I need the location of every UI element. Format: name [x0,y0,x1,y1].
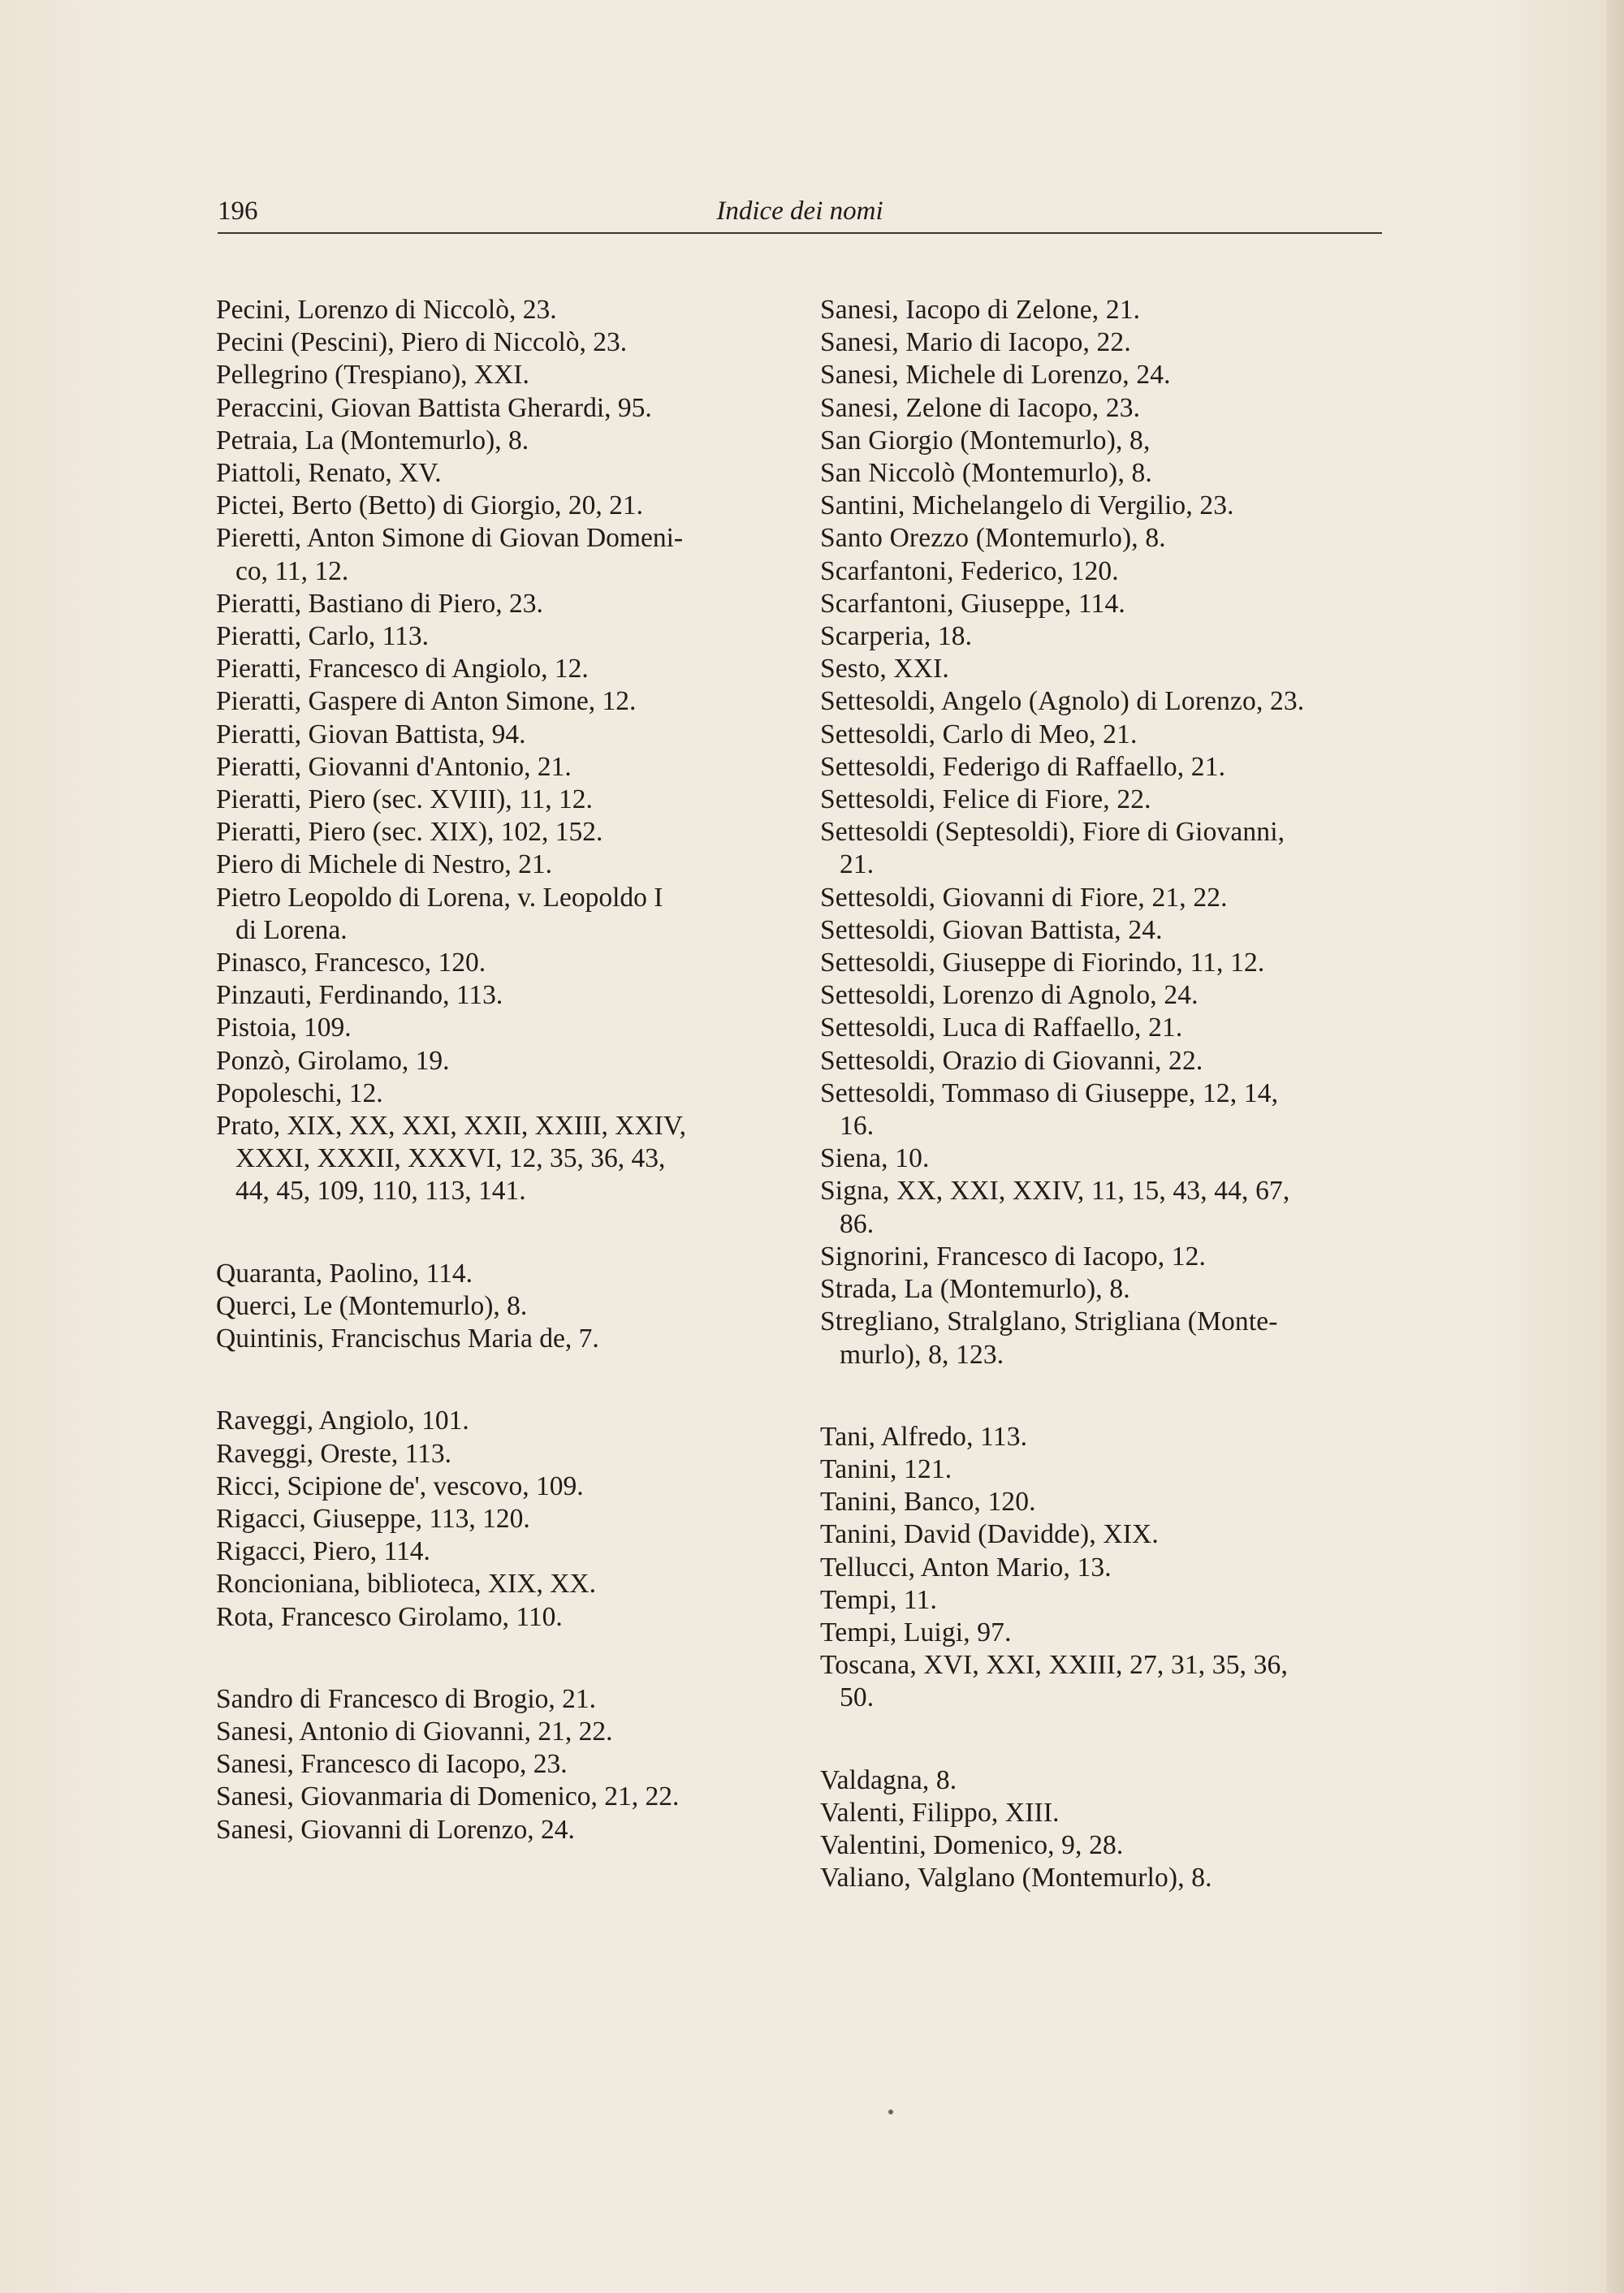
index-entry: Settesoldi, Federigo di Raffaello, 21. [820,751,1226,782]
index-entry: Pietro Leopoldo di Lorena, v. Leopoldo I di Lorena. [216,882,663,945]
index-entry: Rota, Francesco Girolamo, 110. [216,1601,563,1632]
index-entry: Quaranta, Paolino, 114. [216,1258,473,1289]
index-entry: Ricci, Scipione de', vescovo, 109. [216,1470,584,1501]
index-entry: Sanesi, Antonio di Giovanni, 21, 22. [216,1716,613,1747]
index-entry: Quintinis, Francischus Maria de, 7. [216,1324,599,1354]
index-entry: Signa, XX, XXI, XXIV, 11, 15, 43, 44, 67, 86. [820,1176,1290,1239]
running-header [218,192,1382,234]
index-letter-section [216,1405,801,1633]
index-entry: Signorini, Francesco di Iacopo, 12. [820,1241,1207,1272]
index-entry: Prato, XIX, XX, XXI, XXII, XXIII, XXIV, XXXI, XXXII, XXXVI, 12, 35, 36, 43, 44, 45, 109, 110, 113, 141. [216,1111,687,1207]
index-entry: Pieratti, Giovan Battista, 94. [216,719,526,749]
index-entry: Piattoli, Renato, XV. [216,458,442,489]
index-entry: Settesoldi, Giovan Battista, 24. [820,914,1163,945]
index-entry: Tellucci, Anton Mario, 13. [820,1552,1112,1583]
index-entry: Scarfantoni, Federico, 120. [820,555,1119,586]
index-entry: Valdagna, 8. [820,1764,957,1795]
index-entry: Pellegrino (Trespiano), XXI. [216,360,529,391]
index-entry: Settesoldi, Lorenzo di Agnolo, 24. [820,980,1199,1011]
index-entry: Sanesi, Zelone di Iacopo, 23. [820,392,1141,423]
index-entry: Settesoldi, Carlo di Meo, 21. [820,719,1138,749]
index-entry: Scarfantoni, Giuseppe, 114. [820,588,1125,619]
index-entry: Toscana, XVI, XXI, XXIII, 27, 31, 35, 36, 50. [820,1650,1288,1713]
index-entry: Pieratti, Piero (sec. XVIII), 11, 12. [216,784,593,815]
index-letter-section [820,294,1405,1371]
index-entry: Sanesi, Michele di Lorenzo, 24. [820,360,1171,391]
index-entry: Settesoldi, Felice di Fiore, 22. [820,784,1151,815]
index-column-left [216,294,801,1896]
index-entry: Pinzauti, Ferdinando, 113. [216,980,503,1011]
index-column-right [820,294,1405,1944]
index-entry: Pieratti, Bastiano di Piero, 23. [216,588,543,619]
index-entry: Ponzò, Girolamo, 19. [216,1045,450,1076]
index-entry: Tani, Alfredo, 113. [820,1421,1028,1452]
index-entry: Rigacci, Giuseppe, 113, 120. [216,1503,530,1534]
index-entry: Raveggi, Angiolo, 101. [216,1406,469,1436]
index-entry: Pecini (Pescini), Piero di Niccolò, 23. [216,327,628,358]
index-entry: Pinasco, Francesco, 120. [216,948,486,978]
index-entry: Piero di Michele di Nestro, 21. [216,849,553,880]
index-entry: Pictei, Berto (Betto) di Giorgio, 20, 21. [216,490,644,521]
index-entry: Pecini, Lorenzo di Niccolò, 23. [216,295,557,325]
index-entry: Settesoldi, Angelo (Agnolo) di Lorenzo, 23. [820,686,1305,717]
index-letter-section [820,1421,1405,1715]
index-entry: Valenti, Filippo, XIII. [820,1797,1060,1828]
index-entry: Strada, La (Montemurlo), 8. [820,1274,1130,1305]
index-entry: Sesto, XXI. [820,654,949,684]
index-entry: Settesoldi (Septesoldi), Fiore di Giovanni, 21. [820,817,1285,880]
index-entry: Tanini, David (Davidde), XIX. [820,1519,1159,1550]
index-entry: Settesoldi, Tommaso di Giuseppe, 12, 14, 16. [820,1077,1279,1142]
index-entry: Tempi, 11. [820,1584,937,1615]
index-entry: San Giorgio (Montemurlo), 8, [820,425,1151,456]
index-entry: Pieratti, Gaspere di Anton Simone, 12. [216,686,637,717]
index-entry: Sanesi, Giovanni di Lorenzo, 24. [216,1814,575,1845]
index-entry: Sanesi, Francesco di Iacopo, 23. [216,1749,568,1780]
index-entry: Siena, 10. [820,1143,930,1174]
index-entry: Valentini, Domenico, 9, 28. [820,1829,1124,1860]
index-entry: Pieratti, Giovanni d'Antonio, 21. [216,751,572,782]
index-entry: Valiano, Valglano (Montemurlo), 8. [820,1863,1212,1894]
index-entry: Santini, Michelangelo di Vergilio, 23. [820,490,1234,521]
index-entry: Raveggi, Oreste, 113. [216,1438,451,1469]
index-entry: Stregliano, Stralglano, Strigliana (Monte- murlo), 8, 123. [820,1306,1278,1370]
index-entry: Settesoldi, Giuseppe di Fiorindo, 11, 12. [820,948,1265,978]
index-entry: Settesoldi, Orazio di Giovanni, 22. [820,1045,1203,1076]
index-entry: Pieratti, Francesco di Angiolo, 12. [216,654,589,684]
index-letter-section [216,294,801,1208]
index-entry: Settesoldi, Giovanni di Fiore, 21, 22. [820,882,1228,913]
running-title: Indice dei nomi [716,196,883,226]
index-letter-section [216,1683,801,1846]
index-entry: Tanini, 121. [820,1453,952,1484]
index-letter-section [820,1764,1405,1895]
page-edge [1606,0,1624,2293]
index-entry: Settesoldi, Luca di Raffaello, 21. [820,1013,1183,1043]
index-entry: Roncioniana, biblioteca, XIX, XX. [216,1569,596,1600]
page-number: 196 [218,196,258,226]
index-entry: Querci, Le (Montemurlo), 8. [216,1290,528,1321]
index-entry: Pistoia, 109. [216,1013,352,1043]
index-entry: Sanesi, Iacopo di Zelone, 21. [820,295,1141,325]
index-letter-section [216,1258,801,1356]
index-entry: Scarperia, 18. [820,621,973,652]
index-entry: Sanesi, Giovanmaria di Domenico, 21, 22. [216,1781,680,1812]
index-entry: Peraccini, Giovan Battista Gherardi, 95. [216,392,652,423]
paper-speck [888,2109,893,2114]
index-entry: Sanesi, Mario di Iacopo, 22. [820,327,1131,358]
index-entry: Santo Orezzo (Montemurlo), 8. [820,523,1166,554]
index-entry: Pieratti, Carlo, 113. [216,621,430,652]
index-entry: Popoleschi, 12. [216,1077,383,1108]
index-entry: Sandro di Francesco di Brogio, 21. [216,1683,597,1714]
index-entry: San Niccolò (Montemurlo), 8. [820,458,1152,489]
index-entry: Pieratti, Piero (sec. XIX), 102, 152. [216,817,603,848]
index-entry: Rigacci, Piero, 114. [216,1536,430,1567]
index-entry: Tempi, Luigi, 97. [820,1617,1012,1647]
index-entry: Petraia, La (Montemurlo), 8. [216,425,529,456]
index-entry: Tanini, Banco, 120. [820,1487,1036,1518]
index-entry: Pieretti, Anton Simone di Giovan Domeni- co, 11, 12. [216,523,684,586]
